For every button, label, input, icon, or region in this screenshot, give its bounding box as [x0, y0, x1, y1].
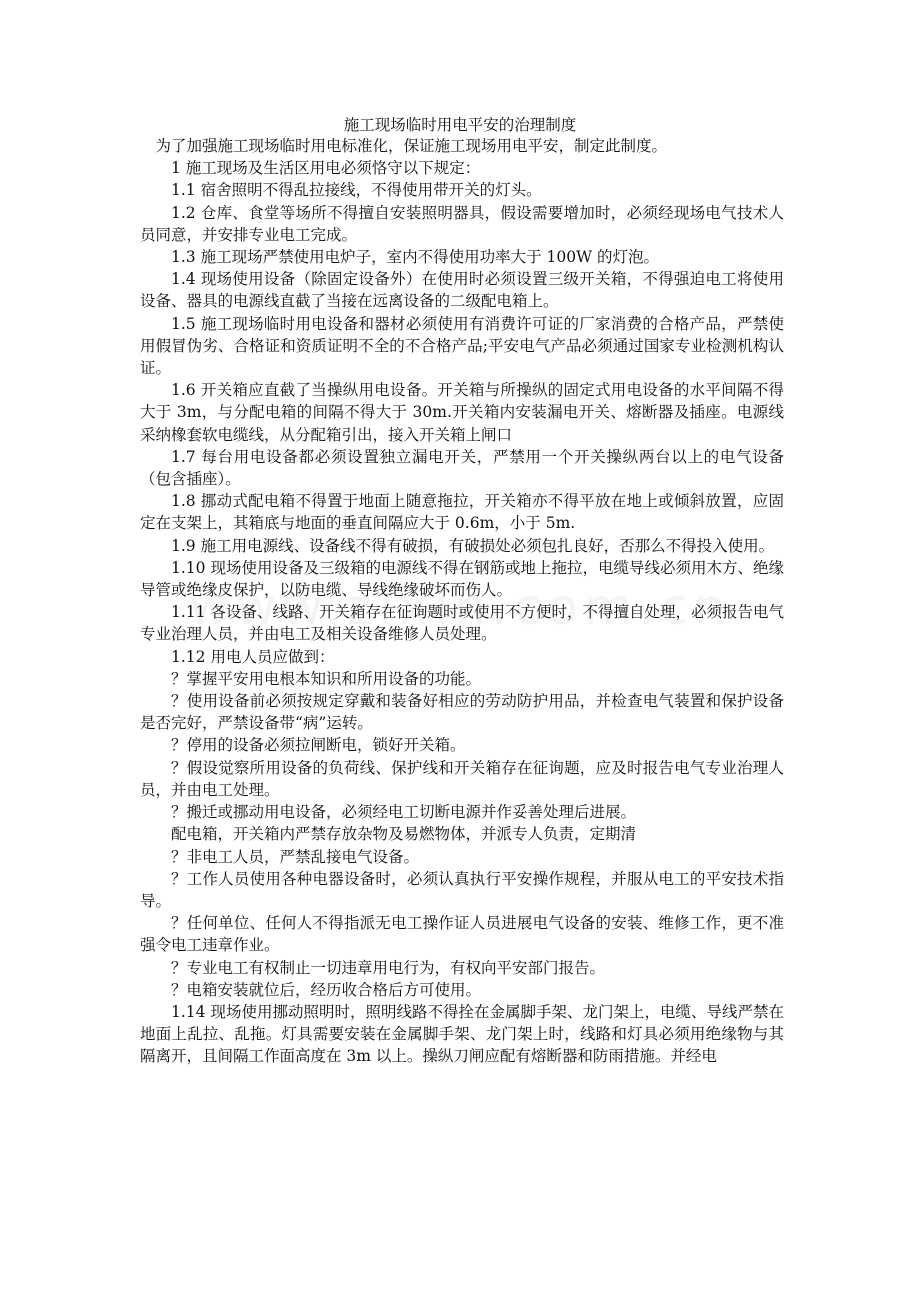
intro-paragraph: 为了加强施工现场临时用电标准化，保证施工现场用电平安，制定此制度。	[155, 137, 668, 155]
clause-paragraph: 1.6 开关箱应直截了当操纵用电设备。开关箱与所操纵的固定式用电设备的水平间隔不得大于 3m，与分配电箱的间隔不得大于 30m.开关箱内安装漏电开关、熔断器及插座。电源线采纳橡套软电缆线，从分配箱引出，接入开关箱上闸口	[140, 381, 784, 444]
clause-paragraph: 1.5 施工现场临时用电设备和器材必须使用有消费许可证的厂家消费的合格产品，严禁使用假冒伪劣、合格证和资质证明不全的不合格产品;平安电气产品必须通过国家专业检测机构认证。	[140, 314, 784, 378]
clause-paragraph: 1.9 施工用电源线、设备线不得有破损，有破损处必须包扎良好，否那么不得投入使用。	[171, 536, 775, 555]
bullet-item: ？非电工人员，严禁乱接电气设备。	[171, 847, 420, 866]
bullet-item: ？假设觉察所用设备的负荷线、保护线和开关箱存在征询题，应及时报告电气专业治理人员，并由电工处理。	[140, 758, 784, 799]
bullet-item: ？工作人员使用各种电器设备时，必须认真执行平安操作规程，并服从电工的平安技术指导。	[140, 869, 784, 910]
clause-paragraph: 1.8 挪动式配电箱不得置于地面上随意拖拉，开关箱亦不得平放在地上或倾斜放置，应固定在支架上，其箱底与地面的垂直间隔应大于 0.6m，小于 5m.	[140, 492, 784, 533]
clause-paragraph: 1.4 现场使用设备（除固定设备外）在使用时必须设置三级开关箱，不得强迫电工将使用设备、器具的电源线直截了当接在远离设备的二级配电箱上。	[140, 270, 784, 311]
bullet-item: ？停用的设备必须拉闸断电，锁好开关箱。	[171, 736, 466, 755]
bullet-item: ？任何单位、任何人不得指派无电工操作证人员进展电气设备的安装、维修工作，更不准强令电工违章作业。	[140, 914, 784, 955]
bullet-item: ？专业电工有权制止一切违章用电行为，有权向平安部门报告。	[171, 958, 606, 977]
clause-paragraph: 1.3 施工现场严禁使用电炉子，室内不得使用功率大于 100W 的灯泡。	[171, 248, 659, 267]
clause-paragraph: 配电箱，开关箱内严禁存放杂物及易燃物体，并派专人负责，定期清	[171, 825, 637, 844]
document-title: 施工现场临时用电平安的治理制度	[343, 116, 577, 134]
clause-paragraph: 1.7 每台用电设备都必须设置独立漏电开关，严禁用一个开关操纵两台以上的电气设备（包含插座）。	[140, 447, 784, 489]
clause-paragraph: 1.10 现场使用设备及三级箱的电源线不得在钢筋或地上拖拉，电缆导线必须用木方、绝缘导管或绝缘皮保护，以防电缆、导线绝缘破坏而伤人。	[140, 558, 784, 600]
section-heading: 1 施工现场及生活区用电必须恪守以下规定：	[171, 159, 481, 178]
bullet-item: ？搬迁或挪动用电设备，必须经电工切断电源并作妥善处理后进展。	[171, 803, 637, 822]
clause-paragraph: 1.14 现场使用挪动照明时，照明线路不得拴在金属脚手架、龙门架上，电缆、导线严禁在地面上乱拉、乱拖。灯具需要安装在金属脚手架、龙门架上时，线路和灯具必须用绝缘物与其隔离开，且间隔工作面高度在 3m 以上。操纵刀闸应配有熔断器和防雨措施。并经电	[140, 1002, 784, 1066]
clause-paragraph: 1.2 仓库、食堂等场所不得擅自安装照明器具，假设需要增加时，必须经现场电气技术人员同意，并安排专业电工完成。	[140, 203, 784, 244]
clause-paragraph: 1.11 各设备、线路、开关箱存在征询题时或使用不方便时，不得擅自处理，必须报告电气专业治理人员，并由电工及相关设备维修人员处理。	[140, 603, 784, 644]
bullet-item: ？掌握平安用电根本知识和所用设备的功能。	[171, 669, 482, 688]
document-body	[140, 135, 784, 1068]
clause-paragraph: 1.12 用电人员应做到：	[171, 647, 335, 666]
bullet-item: ？使用设备前必须按规定穿戴和装备好相应的劳动防护用品，并检查电气装置和保护设备是否完好，严禁设备带“病”运转。	[140, 692, 784, 733]
clause-paragraph: 1.1 宿舍照明不得乱拉接线，不得使用带开关的灯头。	[171, 181, 542, 200]
bullet-item: ？电箱安装就位后，经历收合格后方可使用。	[171, 980, 482, 999]
